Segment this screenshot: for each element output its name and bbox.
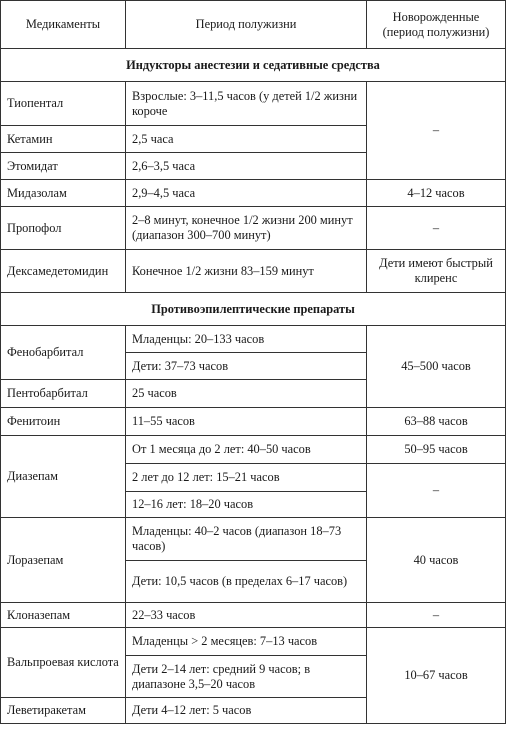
header-half-life: Период полужизни	[126, 1, 367, 49]
drug-etomidate: Этомидат	[1, 153, 126, 180]
section-anesthesia: Индукторы анестезии и седативные средства	[1, 49, 506, 82]
drug-pentobarbital: Пентобарбитал	[1, 380, 126, 408]
newborn-midazolam: 4–12 часов	[367, 180, 506, 207]
drug-propofol: Пропофол	[1, 207, 126, 250]
newborn-group-valproic: 10–67 часов	[367, 628, 506, 724]
table-row	[1, 326, 506, 353]
newborn-group-barbiturates: 45–500 часов	[367, 326, 506, 408]
newborn-phenytoin: 63–88 часов	[367, 408, 506, 436]
header-row	[1, 1, 506, 49]
drug-levetiracetam: Леветиракетам	[1, 698, 126, 724]
drug-lorazepam: Лоразепам	[1, 518, 126, 603]
newborn-propofol: –	[367, 207, 506, 250]
table-row	[1, 408, 506, 436]
section-row	[1, 49, 506, 82]
drug-dexmedetomidine: Дексамедетомидин	[1, 250, 126, 293]
drug-thiopental: Тиопентал	[1, 82, 126, 126]
table-row	[1, 180, 506, 207]
drug-midazolam: Мидазолам	[1, 180, 126, 207]
table-row	[1, 603, 506, 628]
half-life-ketamine: 2,5 часа	[126, 126, 367, 153]
half-life-diazepam-2: 2 лет до 12 лет: 15–21 часов	[126, 464, 367, 492]
drug-diazepam: Диазепам	[1, 436, 126, 518]
half-life-levetiracetam: Дети 4–12 лет: 5 часов	[126, 698, 367, 724]
newborn-diazepam-1: 50–95 часов	[367, 436, 506, 464]
newborn-clonazepam: –	[367, 603, 506, 628]
half-life-midazolam: 2,9–4,5 часа	[126, 180, 367, 207]
drug-clonazepam: Клоназепам	[1, 603, 126, 628]
newborn-group-anesthesia: –	[367, 82, 506, 180]
drug-phenytoin: Фенитоин	[1, 408, 126, 436]
half-life-lorazepam-1: Младенцы: 40–2 часов (диапазон 18–73 часов)	[126, 518, 367, 561]
half-life-etomidate: 2,6–3,5 часа	[126, 153, 367, 180]
half-life-pentobarbital: 25 часов	[126, 380, 367, 408]
table-row	[1, 207, 506, 250]
half-life-dexmedetomidine: Конечное 1/2 жизни 83–159 минут	[126, 250, 367, 293]
newborn-diazepam-2: –	[367, 464, 506, 518]
half-life-valproic-1: Младенцы > 2 месяцев: 7–13 часов	[126, 628, 367, 656]
half-life-lorazepam-2: Дети: 10,5 часов (в пределах 6–17 часов)	[126, 561, 367, 603]
half-life-valproic-2: Дети 2–14 лет: средний 9 часов; в диапазоне 3,5–20 часов	[126, 656, 367, 698]
table-row	[1, 518, 506, 561]
header-drugs: Медикаменты	[1, 1, 126, 49]
table-row	[1, 250, 506, 293]
half-life-phenobarbital-children: Дети: 37–73 часов	[126, 353, 367, 380]
drug-ketamine: Кетамин	[1, 126, 126, 153]
table-row	[1, 82, 506, 126]
newborn-dexmedetomidine: Дети имеют быстрый клиренс	[367, 250, 506, 293]
half-life-phenobarbital-infants: Младенцы: 20–133 часов	[126, 326, 367, 353]
drug-phenobarbital: Фенобарбитал	[1, 326, 126, 380]
half-life-thiopental: Взрослые: 3–11,5 часов (у детей 1/2 жизни короче	[126, 82, 367, 126]
section-row	[1, 293, 506, 326]
half-life-phenytoin: 11–55 часов	[126, 408, 367, 436]
half-life-diazepam-1: От 1 месяца до 2 лет: 40–50 часов	[126, 436, 367, 464]
header-newborns-line1: Новорожденные	[392, 9, 480, 24]
header-newborns	[367, 1, 506, 49]
header-newborns-line2: (период полужизни)	[382, 24, 490, 39]
newborn-lorazepam: 40 часов	[367, 518, 506, 603]
drug-valproic-acid: Вальпроевая кислота	[1, 628, 126, 698]
half-life-diazepam-3: 12–16 лет: 18–20 часов	[126, 492, 367, 518]
section-antiepileptic: Противоэпилептические препараты	[1, 293, 506, 326]
half-life-clonazepam: 22–33 часов	[126, 603, 367, 628]
half-life-propofol: 2–8 минут, конечное 1/2 жизни 200 минут (диапазон 300–700 минут)	[126, 207, 367, 250]
table-row	[1, 628, 506, 656]
table-row	[1, 436, 506, 464]
